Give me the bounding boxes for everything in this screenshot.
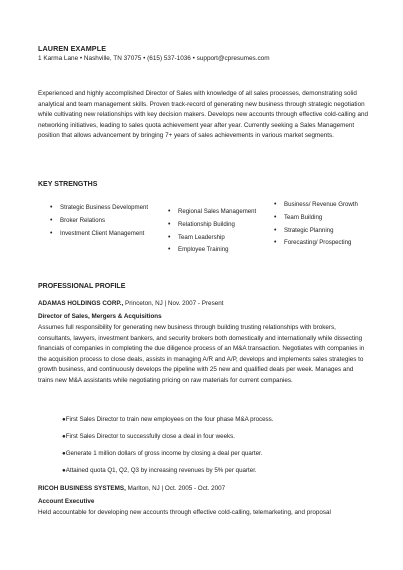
job-2-title: Account Executive [38, 498, 95, 505]
bullet-icon: • [274, 239, 277, 247]
bullet-icon: • [168, 246, 171, 254]
strength-item: • Team Leadership [168, 233, 225, 241]
job-2-description: Held accountable for developing new accounts through effective cold-calling, telemarketing, and proposal [38, 509, 331, 516]
bullet-icon: • [274, 213, 277, 221]
job-1-company: ADAMAS HOLDINGS CORP., [38, 300, 124, 307]
strength-item: • Investment Client Management [50, 229, 145, 237]
bullet-icon: • [168, 208, 171, 215]
job-1-achievement: ●Attained quota Q1, Q2, Q3 by increasing revenues by 5% per quarter. [62, 467, 257, 474]
professional-profile-heading: PROFESSIONAL PROFILE [38, 283, 126, 290]
strength-item: • Broker Relations [50, 216, 106, 224]
bullet-icon: • [168, 233, 171, 241]
strength-item: • Forecasting/ Prospecting [274, 239, 352, 247]
job-2-header [38, 485, 368, 492]
summary-paragraph: Experienced and highly accomplished Director of Sales with knowledge of all sales processes, demonstrating solid analytical and team management skills. Proven track-record of generating new business through strategic negotiation while cultivating new relationships with key decision makers. Develops new accounts through effective cold-calling and networking initiatives, leading to sales quota achievement year after year. Currently seeking a Sales Management position that allows advancement by bringing 7+ years of sales achievements in various market segments. [38, 90, 368, 140]
bullet-icon: • [168, 220, 171, 228]
strengths-column-2 [168, 208, 268, 259]
job-1-header [38, 300, 368, 307]
job-1-achievement: ●Generate 1 million dollars of gross income by closing a deal per quarter. [62, 450, 263, 457]
strength-item: • Strategic Planning [274, 226, 334, 234]
bullet-icon: • [50, 204, 53, 211]
strengths-column-3 [274, 201, 374, 252]
bullet-icon: • [50, 229, 53, 237]
strength-item: • Business/ Revenue Growth [274, 201, 358, 208]
strengths-column-1 [50, 204, 150, 242]
bullet-icon: • [50, 216, 53, 224]
strength-item: • Employee Training [168, 246, 229, 254]
strength-item: • Regional Sales Management [168, 208, 257, 215]
job-1-achievement: ●First Sales Director to train new employees on the four phase M&A process. [62, 416, 274, 423]
job-2-company: RICOH BUSINESS SYSTEMS, [38, 485, 126, 492]
bullet-icon: • [274, 201, 277, 208]
strength-item: • Relationship Building [168, 220, 235, 228]
job-1-achievement: ●First Sales Director to successfully close a deal in four weeks. [62, 433, 235, 440]
strength-item: • Team Building [274, 213, 323, 221]
strength-item: • Strategic Business Development [50, 204, 149, 211]
candidate-name: LAUREN EXAMPLE [38, 44, 107, 53]
contact-line: 1 Karma Lane • Nashville, TN 37075 • (615) 537-1036 • support@cpresumes.com [38, 55, 270, 62]
job-1-title: Director of Sales, Mergers & Acquisitions [38, 313, 162, 320]
key-strengths-heading: KEY STRENGTHS [38, 181, 98, 188]
job-1-description: Assumes full responsibility for generating new business through building trusting relationships with brokers, consultants, lawyers, investment bankers, and security brokers both domestically and internationally while dissecting financials of companies in completing the due diligence process of an M&A transaction. Negotiates with companies in the acquisition process to close deals, assists in managing A/R and A/P, develops and implements sales strategies to growth business, and continuously develops the pipeline with 25 new and qualified deals per week. Manages and trains new M&A assistants while negotiating pricing on raw materials for current companies. [38, 324, 365, 384]
job-2-meta: Marlton, NJ | Oct. 2005 - Oct. 2007 [125, 485, 226, 492]
job-1-meta: Princeton, NJ | Nov. 2007 - Present [123, 300, 224, 307]
bullet-icon: • [274, 226, 277, 234]
